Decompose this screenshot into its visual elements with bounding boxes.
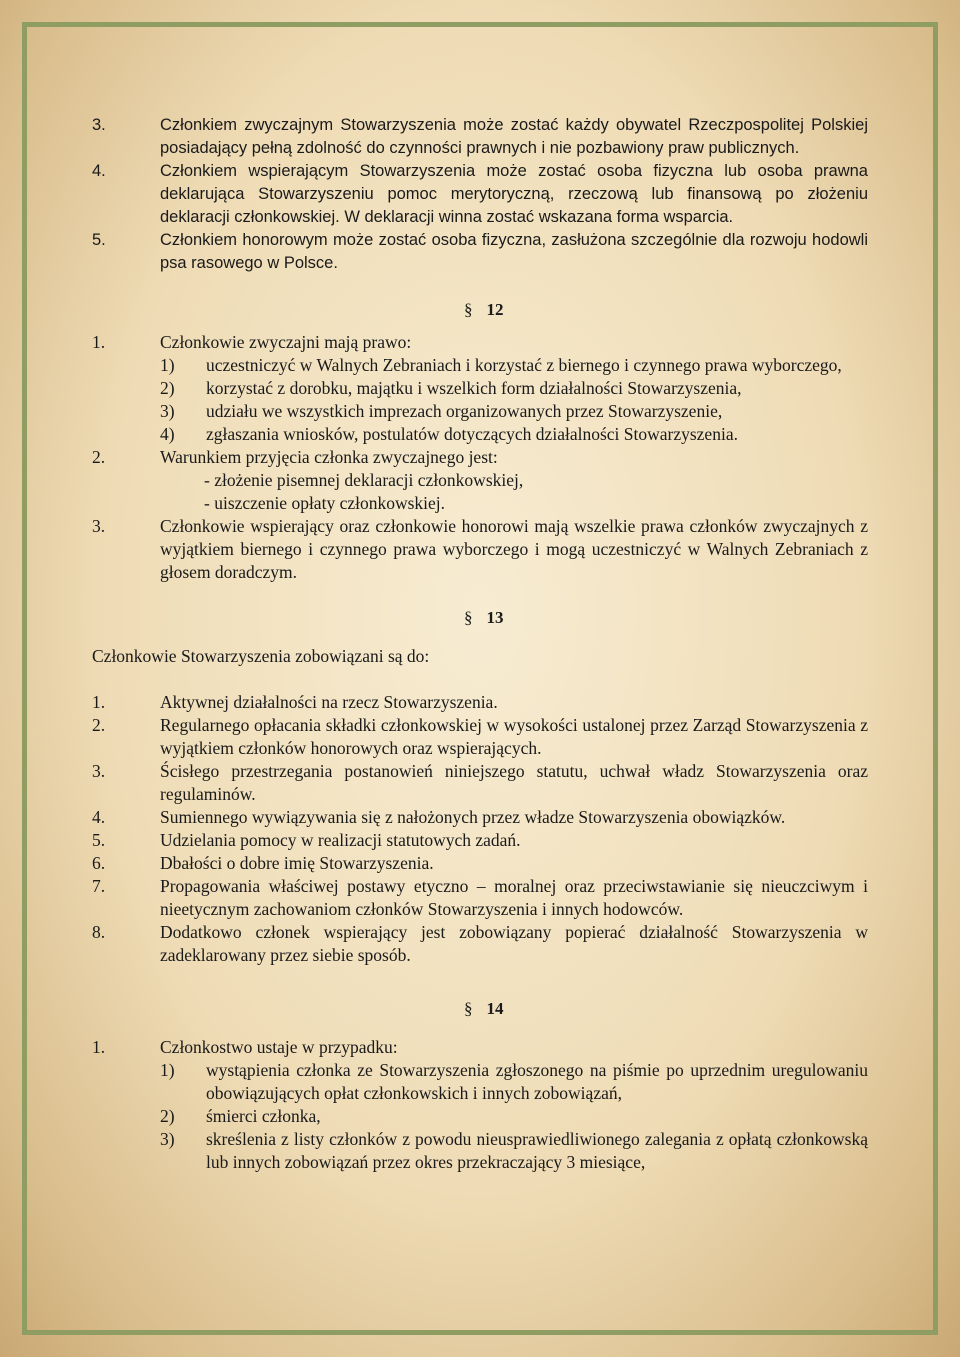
sub-item	[160, 354, 868, 377]
item-text: Członkostwo ustaje w przypadku:	[160, 1037, 398, 1057]
item-number: 5.	[92, 231, 106, 249]
list-item	[92, 229, 868, 275]
section-11-continuation	[92, 114, 868, 275]
section-14	[92, 1036, 868, 1174]
list-item	[92, 160, 868, 229]
item-text: Dodatkowo członek wspierający jest zobowiązany popierać działalność Stowarzyszenia w zadeklarowany przez siebie sposób.	[160, 922, 868, 965]
item-text: Udzielania pomocy w realizacji statutowych zadań.	[160, 830, 521, 850]
item-number: 4.	[92, 162, 106, 180]
sub-item-text: udziału we wszystkich imprezach organizowanych przez Stowarzyszenie,	[206, 401, 723, 421]
section-symbol: §	[464, 999, 473, 1018]
sub-item	[160, 1105, 868, 1128]
section-number: 12	[486, 300, 504, 319]
item-text: Członkowie zwyczajni mają prawo:	[160, 332, 412, 352]
item-text: Aktywnej działalności na rzecz Stowarzyszenia.	[160, 692, 498, 712]
item-number: 1.	[92, 692, 106, 712]
item-number: 4.	[92, 807, 106, 827]
section-heading-13	[92, 606, 868, 629]
list-item	[92, 714, 868, 760]
list-item	[92, 875, 868, 921]
sub-item-number: 2)	[160, 1106, 175, 1126]
item-text: Dbałości o dobre imię Stowarzyszenia.	[160, 853, 434, 873]
item-number: 2.	[92, 715, 106, 735]
section-symbol: §	[464, 300, 473, 319]
item-text: Członkowie wspierający oraz członkowie honorowi mają wszelkie prawa członków zwyczajnych z wyjątkiem biernego i czynnego prawa wyborczego i mogą uczestniczyć w Walnych Zebraniach z głosem doradczym.	[160, 516, 868, 582]
item-number: 8.	[92, 922, 106, 942]
list-item	[92, 1036, 868, 1174]
section-heading-12	[92, 298, 868, 321]
item-text: Regularnego opłacania składki członkowskiej w wysokości ustalonej przez Zarząd Stowarzyszenia z wyjątkiem członków honorowych oraz wspierających.	[160, 715, 868, 758]
sub-item-text: uczestniczyć w Walnych Zebraniach i korzystać z biernego i czynnego prawa wyborczego,	[206, 355, 842, 375]
list-item	[92, 760, 868, 806]
list-item	[92, 806, 868, 829]
item-number: 1.	[92, 332, 106, 352]
item-number: 7.	[92, 876, 106, 896]
section-symbol: §	[464, 608, 473, 627]
item-text: Ścisłego przestrzegania postanowień niniejszego statutu, uchwał władz Stowarzyszenia oraz regulaminów.	[160, 761, 868, 804]
section-number: 13	[486, 608, 504, 627]
list-item	[92, 829, 868, 852]
sub-item-text: skreślenia z listy członków z powodu nieusprawiedliwionego zalegania z opłatą członkowską lub innych zobowiązań przez okres przekraczający 3 miesiące,	[206, 1129, 868, 1172]
sub-item-text: wystąpienia członka ze Stowarzyszenia zgłoszonego na piśmie po uprzednim uregulowaniu obowiązujących opłat członkowskich i innych zobowiązań,	[206, 1060, 868, 1103]
sub-item-number: 3)	[160, 1129, 175, 1149]
document-page	[92, 114, 868, 1174]
list-item	[92, 114, 868, 160]
item-text: Członkiem honorowym może zostać osoba fizyczna, zasłużona szczególnie dla rozwoju hodowli psa rasowego w Polsce.	[160, 231, 868, 272]
list-item	[92, 921, 868, 967]
item-number: 2.	[92, 447, 106, 467]
section-number: 14	[486, 999, 504, 1018]
sub-item	[160, 400, 868, 423]
item-number: 3.	[92, 761, 106, 781]
item-text: Sumiennego wywiązywania się z nałożonych przez władze Stowarzyszenia obowiązków.	[160, 807, 786, 827]
sub-item	[160, 423, 868, 446]
item-number: 6.	[92, 853, 106, 873]
section-heading-14	[92, 997, 868, 1020]
list-item	[92, 852, 868, 875]
sub-item-number: 1)	[160, 1060, 175, 1080]
dash-item: - złożenie pisemnej deklaracji członkowskiej,	[204, 470, 524, 490]
item-number: 3.	[92, 116, 106, 134]
item-number: 3.	[92, 516, 106, 536]
sub-item-number: 3)	[160, 401, 175, 421]
sub-item-number: 1)	[160, 355, 175, 375]
sub-item	[160, 1128, 868, 1174]
sub-item-text: korzystać z dorobku, majątku i wszelkich form działalności Stowarzyszenia,	[206, 378, 742, 398]
dash-item: - uiszczenie opłaty członkowskiej.	[204, 493, 446, 513]
sub-item	[160, 1059, 868, 1105]
list-item	[92, 446, 868, 469]
list-item	[92, 331, 868, 446]
item-text: Propagowania właściwej postawy etyczno – moralnej oraz przeciwstawianie się nieuczciwym i nieetycznym zachowaniom członków Stowarzyszenia i innych hodowców.	[160, 876, 868, 919]
section-13	[92, 691, 868, 967]
sub-item-text: zgłaszania wniosków, postulatów dotyczących działalności Stowarzyszenia.	[206, 424, 738, 444]
list-item	[92, 691, 868, 714]
sub-item	[160, 377, 868, 400]
sub-item-number: 4)	[160, 424, 175, 444]
list-item	[92, 515, 868, 584]
sub-item-text: śmierci członka,	[206, 1106, 321, 1126]
section-13-intro: Członkowie Stowarzyszenia zobowiązani są do:	[92, 646, 430, 666]
item-text: Warunkiem przyjęcia członka zwyczajnego jest:	[160, 447, 498, 467]
item-text: Członkiem wspierającym Stowarzyszenia może zostać osoba fizyczna lub osoba prawna deklarująca Stowarzyszeniu pomoc merytoryczną, rzeczową lub finansową po złożeniu deklaracji członkowskiej. W deklaracji winna zostać wskazana forma wsparcia.	[160, 162, 868, 226]
item-number: 1.	[92, 1037, 106, 1057]
item-text: Członkiem zwyczajnym Stowarzyszenia może zostać każdy obywatel Rzeczpospolitej Polskiej posiadający pełną zdolność do czynności prawnych i nie pozbawiony praw publicznych.	[160, 116, 868, 157]
section-12	[92, 331, 868, 584]
item-number: 5.	[92, 830, 106, 850]
sub-item-number: 2)	[160, 378, 175, 398]
